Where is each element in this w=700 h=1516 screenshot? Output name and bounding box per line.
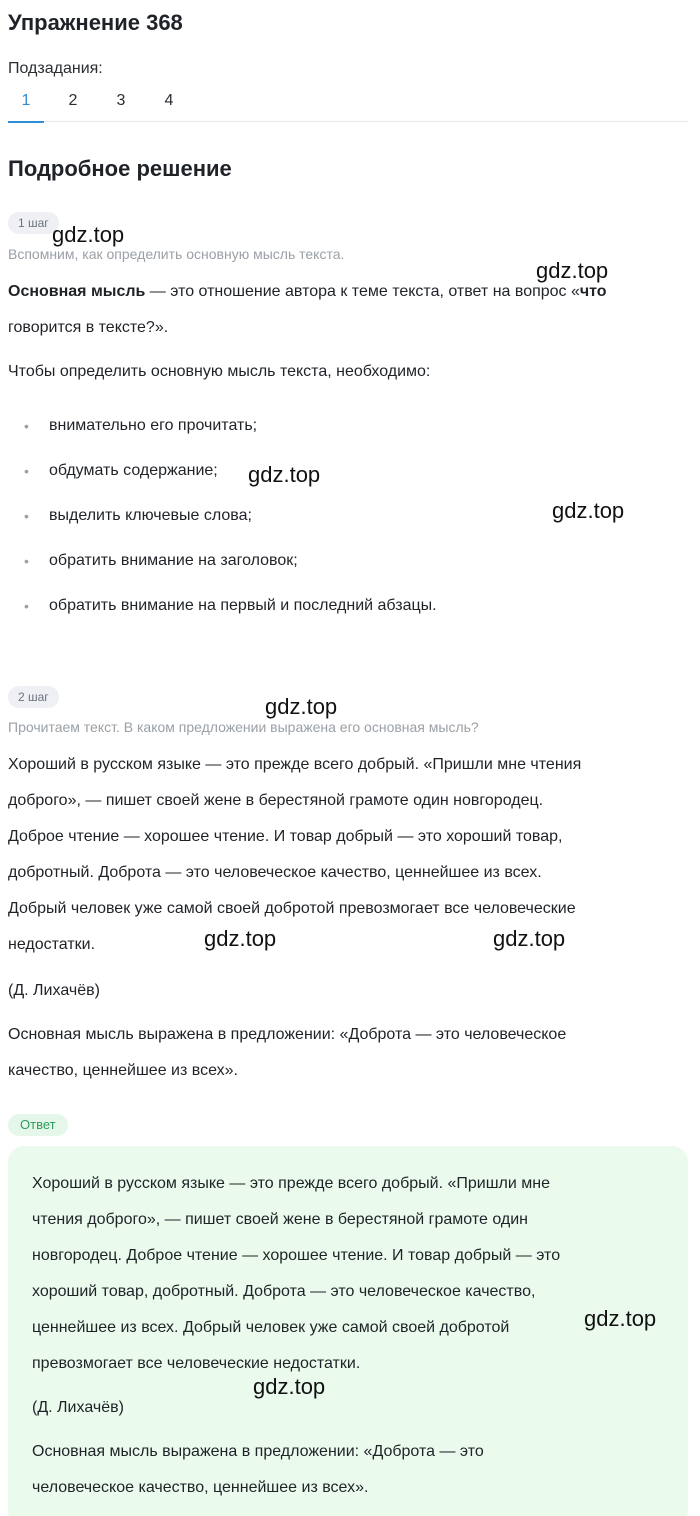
- answer-text-line: ценнейшее из всех. Добрый человек уже самой своей добротой: [32, 1319, 510, 1336]
- answer-text-line: хороший товар, добротный. Доброта — это человеческое качество,: [32, 1283, 536, 1300]
- watermark: gdz.top: [584, 1306, 657, 1331]
- list-item: • внимательно его прочитать;: [24, 408, 684, 453]
- conclusion-line: качество, ценнейшее из всех».: [8, 1062, 238, 1079]
- list-item: • обратить внимание на заголовок;: [24, 543, 684, 588]
- definition-text: — это отношение автора к теме текста, ответ на вопрос «: [145, 283, 580, 300]
- conclusion-line: Основная мысль выражена в предложении: «Доброта — это человеческое: [8, 1026, 567, 1043]
- solution-title: Подробное решение: [8, 156, 232, 181]
- subtask-tabs: [8, 86, 688, 122]
- watermark: gdz.top: [253, 1374, 326, 1399]
- watermark: gdz.top: [52, 222, 125, 247]
- text-line: добротный. Доброта — это человеческое качество, ценнейшее из всех.: [8, 864, 542, 881]
- watermark: gdz.top: [493, 926, 566, 951]
- definition-what: что: [579, 283, 607, 300]
- definition-term: Основная мысль: [8, 283, 146, 300]
- page-title: Упражнение 368: [8, 10, 183, 35]
- answer-text-line: чтения доброго», — пишет своей жене в берестяной грамоте один: [32, 1211, 528, 1228]
- tab-2[interactable]: 2: [68, 92, 78, 109]
- answer-text-line: Хороший в русском языке — это прежде всего добрый. «Пришли мне: [32, 1175, 550, 1192]
- step-2-badge: 2 шаг: [8, 686, 59, 708]
- watermark: gdz.top: [265, 694, 338, 719]
- text-line: Доброе чтение — хорошее чтение. И товар добрый — это хороший товар,: [8, 828, 563, 845]
- step-2-hint: Прочитаем текст. В каком предложении выражена его основная мысль?: [8, 719, 479, 735]
- answer-author: (Д. Лихачёв): [32, 1399, 124, 1416]
- step-1-badge: 1 шаг: [8, 212, 59, 234]
- answer-text-line: превозмогает все человеческие недостатки.: [32, 1355, 361, 1372]
- steps-intro: Чтобы определить основную мысль текста, необходимо:: [8, 363, 431, 380]
- author: (Д. Лихачёв): [8, 982, 100, 999]
- tab-4[interactable]: 4: [164, 92, 174, 109]
- watermark: gdz.top: [552, 498, 625, 523]
- watermark: gdz.top: [248, 462, 321, 487]
- tab-3[interactable]: 3: [116, 92, 126, 109]
- text-line: недостатки.: [8, 936, 96, 953]
- watermark: gdz.top: [536, 258, 609, 283]
- definition-line-2: говорится в тексте?».: [8, 319, 169, 336]
- step-1-hint: Вспомним, как определить основную мысль текста.: [8, 246, 345, 262]
- answer-badge: Ответ: [8, 1114, 68, 1136]
- list-item: • обратить внимание на первый и последний абзацы.: [24, 588, 684, 633]
- list-item: • обдумать содержание;: [24, 453, 684, 498]
- answer-conclusion-line: человеческое качество, ценнейшее из всех».: [32, 1479, 369, 1496]
- tab-1[interactable]: 1: [8, 90, 44, 123]
- watermark: gdz.top: [204, 926, 277, 951]
- answer-text-line: новгородец. Доброе чтение — хорошее чтение. И товар добрый — это: [32, 1247, 561, 1264]
- text-line: доброго», — пишет своей жене в берестяной грамоте один новгородец.: [8, 792, 544, 809]
- text-line: Добрый человек уже самой своей добротой превозмогает все человеческие: [8, 900, 576, 917]
- text-line: Хороший в русском языке — это прежде всего добрый. «Пришли мне чтения: [8, 756, 582, 773]
- list-item: • выделить ключевые слова;: [24, 498, 684, 543]
- answer-conclusion-line: Основная мысль выражена в предложении: «Доброта — это: [32, 1443, 484, 1460]
- subtasks-label: Подзадания:: [8, 60, 103, 77]
